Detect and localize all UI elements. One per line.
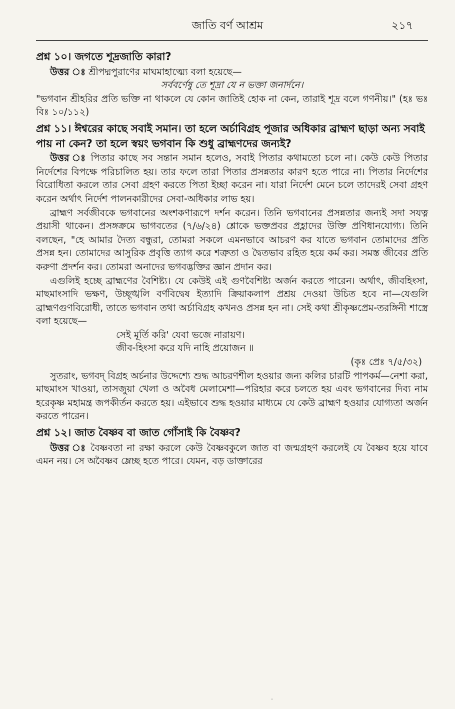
question-10: [36, 50, 428, 65]
answer-12: [36, 442, 428, 469]
answer-10-verse: সর্ববর্ণেষু তে শূদ্রা যে ন ভক্তা জনার্দনে।: [160, 80, 304, 92]
answer-11-para4: সুতরাং, ভগবদ্ বিগ্রহ অর্চনার উদ্দেশ্যে শুদ্ধ আচরণশীল হওয়ার জন্য কলির চারটি পাপকর্ম—নেশা করা, মাছমাংস খাওয়া, তাসজুয়া খেলা ও অবৈধ মেলামেশা—পরিহার করে চলতে হয় এবং ভগবানের দিব্য নাম হরেকৃষ্ণ মহামন্ত্র জপকীর্তন করতে হয়। এইভাবে শুদ্ধ হওয়ার মাধ্যমে যে কেউ ব্রাহ্মণ হওয়ার যোগ্যতা অর্জন করতে পারেন।: [36, 370, 428, 423]
question-11: [36, 122, 428, 151]
answer-10-quote: "ভগবান শ্রীহরির প্রতি ভক্তি না থাকলে যে কোন জাতিই হোক না কেন, তারাই শূদ্র বলে গণনীয়।" (হঃ ভঃ বিঃ ১০/১১২): [36, 93, 428, 119]
question-12-label: প্রশ্ন ১২।: [36, 427, 72, 440]
answer-11-label: উত্তর ঃ: [50, 153, 87, 165]
question-10-text: জগতে শূদ্রজাতি কারা?: [74, 51, 172, 63]
running-header: [0, 17, 455, 33]
page-body: [36, 48, 428, 469]
answer-11-verse2: জীব-হিংসা করে যদি নাহি প্রয়োজন ॥: [116, 343, 254, 355]
footer-mark: ˙: [270, 698, 274, 707]
answer-11-para1-text: পিতার কাছে সব সন্তান সমান হলেও, সবাই পিতার কথামতো চলে না। কেউ কেউ পিতার নির্দেশের বিপক্ষে পরিচালিত হয়। তার ফলে তারা পিতার প্রসন্নতার কারণ হতে পারে না। পিতার নির্দেশের বিরোধিতা করলে তার সেবা গ্রহণ করতে পিতা ইচ্ছা করেন না। যারা নির্দেশ মেনে চলে তাদেরই সেবা গ্রহণ করেন অর্থাৎ নির্দেশ পালনকারীদের সেবা-অধিকার লাভ হয়।: [36, 153, 429, 205]
answer-11-para1: [36, 152, 428, 206]
page-number: ২১৭: [391, 19, 413, 32]
header-rule: [36, 40, 428, 41]
answer-11-para2: ব্রাহ্মণ সর্বজীবকে ভগবানের অংশকণারূপে দর্শন করেন। তিনি ভগবানের প্রসন্নতার জন্যই সদা সযত্ন প্রয়াসী থাকেন। প্রসঙ্গক্রমে ভাগবতের (৭/৬/২৪) শ্লোকে ভক্তপ্রবর প্রহ্লাদের উক্তি প্রণিধানযোগ্য। তিনি বলছেন, "হে আমার দৈত্য বন্ধুরা, তোমরা সকলে এমনভাবে আচরণ কর যাতে ভগবান তোমাদের প্রতি প্রসন্ন হন। তোমাদের আসুরিক প্রবৃত্তি ত্যাগ করে শত্রুতা ও দ্বৈতভাব রহিত হয়ে কর্ম কর। সমস্ত জীবের প্রতি করুণা প্রদর্শন কর। তোমরা অনাদের ভগবদ্ভক্তির জ্ঞান প্রদান কর।: [36, 207, 428, 273]
answer-12-label: উত্তর ঃ: [50, 442, 87, 454]
question-12-text: জাত বৈষ্ণব বা জাত গোঁসাই কি বৈষ্ণব?: [74, 427, 241, 440]
question-12: [36, 426, 428, 441]
chapter-title: জাতি বর্ণ আশ্রম: [191, 19, 264, 32]
question-11-text: ঈশ্বরের কাছে সবাই সমান। তা হলে অর্চাবিগ্রহ পূজার অধিকার ব্রাহ্মণ ছাড়া অন্য সবাই পায় না কেন? তা হলে স্বয়ং ভগবান কি শুধু ব্রাহ্মণদের জন্যই?: [36, 122, 425, 150]
answer-10-label: উত্তর ঃ: [50, 66, 86, 78]
answer-12-text: বৈষ্ণবতা না রক্ষা করলে কেউ বৈষ্ণবকুলে জাত বা জন্মগ্রহণ করলেই যে বৈষ্ণব হয়ে যাবে এমন নয়। সে অবৈষ্ণব ম্লেচ্ছ হতে পারে। যেমন, বড় ডাক্তারের: [36, 442, 428, 468]
question-11-label: প্রশ্ন ১১।: [36, 122, 72, 135]
answer-11-reference: (কৃঃ প্রেঃ ৭/৫/৩২): [350, 357, 422, 369]
answer-10-intro: [36, 66, 428, 80]
answer-10-line1: শ্রীপদ্মপুরাণের মাঘমাহাত্ম্যে বলা হয়েছে—: [88, 66, 242, 78]
answer-11-para3: এগুলিই হচ্ছে ব্রাহ্মণের বৈশিষ্ট্য। যে কেউই এই গুণবৈশিষ্ট্য অর্জন করতে পারেন। অর্থাৎ, জীবহিংসা, মাছমাংসাদি ভক্ষণ, উচ্ছৃঙ্খলি বর্ণবিদ্বেষ ইত্যাদি ক্রিয়াকলাপ প্রশ্রয় দেওয়া উচিত হবে না—যেগুলি ব্রাহ্মণগুণবিরোধী, তাতে ভগবান তথা অর্চাবিগ্রহ কখনও প্রসন্ন হন না। সেই কথা শ্রীকৃষ্ণপ্রেম-তরঙ্গিনী শাস্ত্রে বলা হয়েছে—: [36, 275, 428, 328]
answer-11-verse1: সেই মূর্তি করি' যেবা ভজে নারায়ণ।: [116, 329, 245, 341]
question-10-label: প্রশ্ন ১০।: [36, 51, 72, 63]
